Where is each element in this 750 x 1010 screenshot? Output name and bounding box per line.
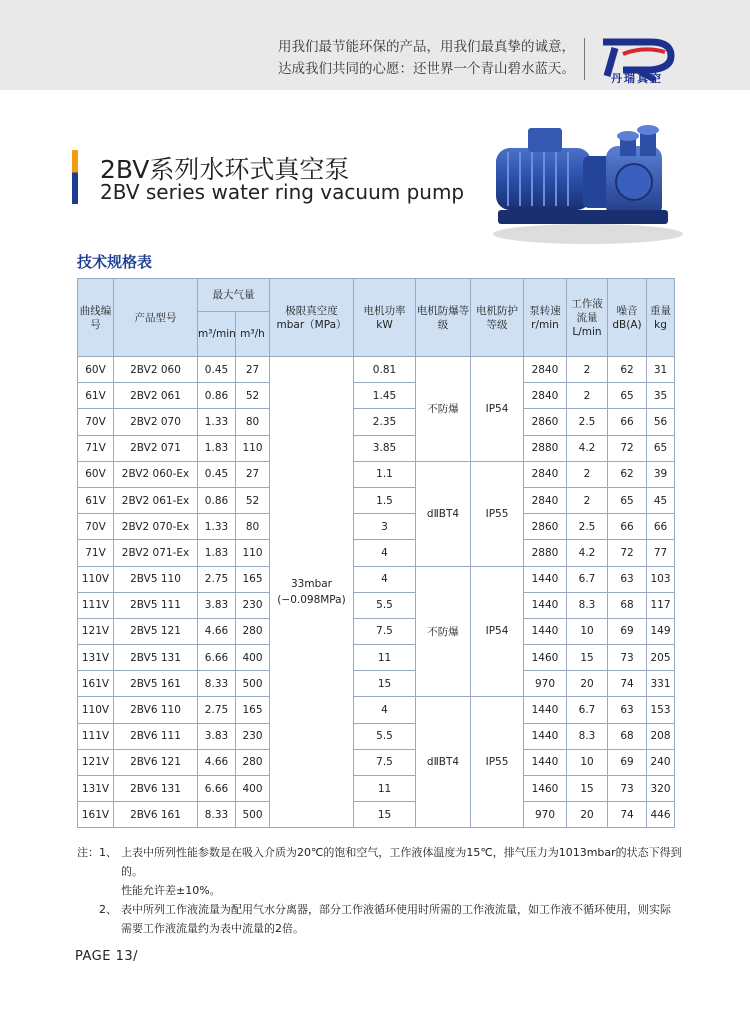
header-water-label: 工作液流量 xyxy=(571,297,603,324)
header-speed-label: 泵转速 xyxy=(529,304,561,317)
table-row xyxy=(78,645,675,671)
cell-weight: 205 xyxy=(647,645,675,671)
cell-power: 7.5 xyxy=(354,618,416,644)
cell-noise: 73 xyxy=(608,645,647,671)
cell-gas-min: 3.83 xyxy=(198,592,236,618)
cell-model: 2BV2 061-Ex xyxy=(114,487,198,513)
cell-power: 15 xyxy=(354,802,416,828)
cell-gas-h: 52 xyxy=(236,383,270,409)
cell-noise: 74 xyxy=(608,671,647,697)
cell-gas-min: 6.66 xyxy=(198,776,236,802)
table-row xyxy=(78,461,675,487)
cell-noise: 66 xyxy=(608,514,647,540)
cell-speed: 2840 xyxy=(524,357,567,383)
note-1-line-1: 上表中所列性能参数是在吸入介质为20℃的饱和空气，工作液体温度为15℃，排气压力为1013mbar的状态下得到的。 xyxy=(121,846,682,878)
cell-power: 5.5 xyxy=(354,723,416,749)
cell-water: 15 xyxy=(567,645,608,671)
cell-explosion: 不防爆 xyxy=(416,566,471,697)
header-weight xyxy=(647,279,675,357)
cell-protection: IP54 xyxy=(471,357,524,462)
cell-gas-min: 0.45 xyxy=(198,357,236,383)
cell-water: 10 xyxy=(567,749,608,775)
header-noise-unit: dB(A) xyxy=(612,318,642,331)
cell-curve: 70V xyxy=(78,409,114,435)
cell-noise: 63 xyxy=(608,566,647,592)
cell-water: 10 xyxy=(567,618,608,644)
cell-noise: 62 xyxy=(608,461,647,487)
page-number: PAGE 13/ xyxy=(75,949,139,964)
vacuum-pump-image xyxy=(478,118,688,248)
cell-curve: 111V xyxy=(78,723,114,749)
cell-model: 2BV2 071-Ex xyxy=(114,540,198,566)
cell-noise: 72 xyxy=(608,435,647,461)
cell-model: 2BV2 060-Ex xyxy=(114,461,198,487)
cell-gas-h: 80 xyxy=(236,514,270,540)
cell-curve: 70V xyxy=(78,514,114,540)
cell-power: 15 xyxy=(354,671,416,697)
cell-weight: 103 xyxy=(647,566,675,592)
cell-power: 4 xyxy=(354,566,416,592)
cell-power: 1.45 xyxy=(354,383,416,409)
cell-gas-min: 1.83 xyxy=(198,540,236,566)
note-2-line-2: 需要工作液流量约为表中流量的2倍。 xyxy=(121,922,304,935)
header-gas-unit-min: m³/min xyxy=(198,312,236,357)
cell-weight: 446 xyxy=(647,802,675,828)
cell-explosion: 不防爆 xyxy=(416,357,471,462)
cell-weight: 39 xyxy=(647,461,675,487)
cell-speed: 970 xyxy=(524,802,567,828)
cell-gas-min: 1.83 xyxy=(198,435,236,461)
cell-gas-h: 165 xyxy=(236,697,270,723)
header-speed-unit: r/min xyxy=(531,318,559,331)
note-spacer xyxy=(77,919,99,938)
header-slogan xyxy=(155,36,575,80)
cell-curve: 71V xyxy=(78,435,114,461)
cell-water: 2 xyxy=(567,357,608,383)
cell-power: 0.81 xyxy=(354,357,416,383)
cell-model: 2BV6 111 xyxy=(114,723,198,749)
note-spacer xyxy=(77,900,99,919)
cell-weight: 117 xyxy=(647,592,675,618)
cell-gas-h: 80 xyxy=(236,409,270,435)
note-1-number: 1、 xyxy=(99,846,117,859)
cell-speed: 1460 xyxy=(524,776,567,802)
cell-water: 6.7 xyxy=(567,566,608,592)
cell-noise: 68 xyxy=(608,723,647,749)
cell-water: 2 xyxy=(567,461,608,487)
spec-table-body xyxy=(78,357,675,828)
cell-water: 4.2 xyxy=(567,435,608,461)
cell-weight: 56 xyxy=(647,409,675,435)
cell-curve: 121V xyxy=(78,618,114,644)
cell-gas-min: 2.75 xyxy=(198,566,236,592)
header-vacuum-unit: mbar（MPa） xyxy=(276,318,347,331)
cell-speed: 1440 xyxy=(524,592,567,618)
header-power-label: 电机功率 xyxy=(363,304,406,317)
page-title-cn: 2BV系列水环式真空泵 xyxy=(100,155,350,184)
page-title-en: 2BV series water ring vacuum pump xyxy=(100,180,465,204)
cell-model: 2BV2 060 xyxy=(114,357,198,383)
cell-model: 2BV6 110 xyxy=(114,697,198,723)
cell-weight: 65 xyxy=(647,435,675,461)
note-1-cont xyxy=(77,881,697,900)
cell-weight: 153 xyxy=(647,697,675,723)
cell-model: 2BV5 161 xyxy=(114,671,198,697)
cell-model: 2BV6 131 xyxy=(114,776,198,802)
cell-gas-h: 27 xyxy=(236,461,270,487)
cell-gas-h: 500 xyxy=(236,671,270,697)
cell-power: 4 xyxy=(354,540,416,566)
cell-speed: 2880 xyxy=(524,540,567,566)
cell-noise: 66 xyxy=(608,409,647,435)
cell-curve: 60V xyxy=(78,461,114,487)
cell-gas-min: 4.66 xyxy=(198,618,236,644)
table-row xyxy=(78,514,675,540)
cell-curve: 60V xyxy=(78,357,114,383)
table-row xyxy=(78,566,675,592)
spec-table xyxy=(77,278,675,828)
note-1 xyxy=(77,843,697,881)
cell-curve: 61V xyxy=(78,383,114,409)
table-row xyxy=(78,618,675,644)
vacuum-value: 33mbar xyxy=(290,578,332,591)
cell-speed: 970 xyxy=(524,671,567,697)
cell-water: 2 xyxy=(567,487,608,513)
cell-curve: 61V xyxy=(78,487,114,513)
header-explosion: 电机防爆等级 xyxy=(416,279,471,357)
cell-model: 2BV5 110 xyxy=(114,566,198,592)
cell-model: 2BV5 111 xyxy=(114,592,198,618)
cell-power: 11 xyxy=(354,776,416,802)
cell-gas-min: 0.86 xyxy=(198,487,236,513)
cell-model: 2BV2 070-Ex xyxy=(114,514,198,540)
cell-speed: 1440 xyxy=(524,697,567,723)
cell-water: 8.3 xyxy=(567,592,608,618)
note-1-line-2: 性能允许差±10%。 xyxy=(121,884,221,897)
cell-weight: 331 xyxy=(647,671,675,697)
cell-weight: 208 xyxy=(647,723,675,749)
cell-noise: 65 xyxy=(608,487,647,513)
header-speed xyxy=(524,279,567,357)
cell-weight: 320 xyxy=(647,776,675,802)
cell-gas-min: 0.45 xyxy=(198,461,236,487)
cell-curve: 131V xyxy=(78,776,114,802)
cell-gas-h: 165 xyxy=(236,566,270,592)
table-row xyxy=(78,723,675,749)
cell-power: 11 xyxy=(354,645,416,671)
cell-power: 1.1 xyxy=(354,461,416,487)
title-accent-bar xyxy=(72,150,78,204)
cell-speed: 2860 xyxy=(524,409,567,435)
cell-curve: 131V xyxy=(78,645,114,671)
cell-water: 6.7 xyxy=(567,697,608,723)
cell-gas-h: 500 xyxy=(236,802,270,828)
cell-speed: 2840 xyxy=(524,487,567,513)
cell-curve: 110V xyxy=(78,697,114,723)
cell-model: 2BV5 131 xyxy=(114,645,198,671)
slogan-line-2: 达成我们共同的心愿：还世界一个青山碧水蓝天。 xyxy=(278,61,575,77)
cell-water: 2.5 xyxy=(567,514,608,540)
cell-vacuum xyxy=(270,357,354,828)
cell-gas-h: 280 xyxy=(236,749,270,775)
cell-gas-h: 230 xyxy=(236,592,270,618)
section-title: 技术规格表 xyxy=(77,253,153,271)
cell-model: 2BV6 121 xyxy=(114,749,198,775)
cell-noise: 73 xyxy=(608,776,647,802)
cell-gas-h: 230 xyxy=(236,723,270,749)
cell-power: 2.35 xyxy=(354,409,416,435)
cell-noise: 63 xyxy=(608,697,647,723)
cell-gas-h: 280 xyxy=(236,618,270,644)
cell-speed: 2840 xyxy=(524,383,567,409)
cell-gas-h: 400 xyxy=(236,645,270,671)
table-row xyxy=(78,592,675,618)
cell-water: 2.5 xyxy=(567,409,608,435)
cell-speed: 2860 xyxy=(524,514,567,540)
table-row xyxy=(78,383,675,409)
header-power xyxy=(354,279,416,357)
note-2 xyxy=(77,900,697,919)
cell-water: 8.3 xyxy=(567,723,608,749)
cell-gas-min: 0.86 xyxy=(198,383,236,409)
cell-speed: 1440 xyxy=(524,566,567,592)
table-row xyxy=(78,357,675,383)
cell-gas-min: 2.75 xyxy=(198,697,236,723)
cell-speed: 1440 xyxy=(524,618,567,644)
notes-prefix: 注： xyxy=(77,846,99,859)
cell-power: 7.5 xyxy=(354,749,416,775)
cell-gas-min: 1.33 xyxy=(198,514,236,540)
cell-speed: 2840 xyxy=(524,461,567,487)
cell-weight: 35 xyxy=(647,383,675,409)
table-row xyxy=(78,671,675,697)
header-vacuum-label: 极限真空度 xyxy=(285,304,338,317)
note-spacer xyxy=(77,881,99,900)
cell-model: 2BV2 071 xyxy=(114,435,198,461)
cell-power: 5.5 xyxy=(354,592,416,618)
cell-speed: 2880 xyxy=(524,435,567,461)
cell-weight: 66 xyxy=(647,514,675,540)
cell-explosion: dⅡBT4 xyxy=(416,461,471,566)
cell-weight: 149 xyxy=(647,618,675,644)
header-max-gas: 最大气量 xyxy=(198,279,270,312)
cell-curve: 161V xyxy=(78,802,114,828)
cell-noise: 72 xyxy=(608,540,647,566)
logo-text: 丹瑞真空 xyxy=(611,72,663,85)
cell-speed: 1440 xyxy=(524,749,567,775)
header-vacuum xyxy=(270,279,354,357)
header-protection: 电机防护等级 xyxy=(471,279,524,357)
table-row xyxy=(78,776,675,802)
cell-power: 4 xyxy=(354,697,416,723)
header-water xyxy=(567,279,608,357)
table-row xyxy=(78,540,675,566)
header-weight-unit: kg xyxy=(654,318,667,331)
cell-gas-min: 8.33 xyxy=(198,802,236,828)
note-2-number: 2、 xyxy=(99,903,117,916)
header-model: 产品型号 xyxy=(114,279,198,357)
header-weight-label: 重量 xyxy=(650,304,671,317)
cell-water: 4.2 xyxy=(567,540,608,566)
cell-noise: 69 xyxy=(608,749,647,775)
cell-water: 20 xyxy=(567,671,608,697)
cell-gas-min: 6.66 xyxy=(198,645,236,671)
cell-noise: 65 xyxy=(608,383,647,409)
cell-weight: 77 xyxy=(647,540,675,566)
cell-water: 20 xyxy=(567,802,608,828)
cell-model: 2BV5 121 xyxy=(114,618,198,644)
cell-curve: 161V xyxy=(78,671,114,697)
header-divider xyxy=(584,38,585,80)
cell-noise: 74 xyxy=(608,802,647,828)
cell-curve: 71V xyxy=(78,540,114,566)
cell-explosion: dⅡBT4 xyxy=(416,697,471,828)
vacuum-value-mpa: (−0.098MPa) xyxy=(277,594,346,607)
table-row xyxy=(78,409,675,435)
header-power-unit: kW xyxy=(376,318,393,331)
cell-gas-min: 8.33 xyxy=(198,671,236,697)
cell-noise: 69 xyxy=(608,618,647,644)
table-row xyxy=(78,487,675,513)
cell-protection: IP54 xyxy=(471,566,524,697)
cell-model: 2BV2 070 xyxy=(114,409,198,435)
cell-power: 3 xyxy=(354,514,416,540)
cell-model: 2BV2 061 xyxy=(114,383,198,409)
table-row xyxy=(78,802,675,828)
cell-gas-h: 52 xyxy=(236,487,270,513)
table-row xyxy=(78,749,675,775)
header-curve: 曲线编号 xyxy=(78,279,114,357)
cell-gas-min: 3.83 xyxy=(198,723,236,749)
cell-weight: 31 xyxy=(647,357,675,383)
cell-gas-min: 4.66 xyxy=(198,749,236,775)
cell-gas-h: 110 xyxy=(236,435,270,461)
cell-model: 2BV6 161 xyxy=(114,802,198,828)
cell-gas-min: 1.33 xyxy=(198,409,236,435)
cell-curve: 121V xyxy=(78,749,114,775)
cell-water: 2 xyxy=(567,383,608,409)
cell-weight: 240 xyxy=(647,749,675,775)
cell-speed: 1440 xyxy=(524,723,567,749)
cell-curve: 110V xyxy=(78,566,114,592)
table-row xyxy=(78,435,675,461)
note-2-line-1: 表中所列工作液流量为配用气水分离器，部分工作液循环使用时所需的工作液流量，如工作液不循环使用，则实际 xyxy=(121,903,671,916)
cell-curve: 111V xyxy=(78,592,114,618)
notes xyxy=(77,843,697,938)
cell-power: 3.85 xyxy=(354,435,416,461)
slogan-line-1: 用我们最节能环保的产品，用我们最真挚的诚意， xyxy=(278,39,575,55)
cell-gas-h: 110 xyxy=(236,540,270,566)
note-spacer xyxy=(99,919,121,938)
note-2-cont xyxy=(77,919,697,938)
cell-weight: 45 xyxy=(647,487,675,513)
header-gas-unit-h: m³/h xyxy=(236,312,270,357)
header-noise-label: 噪音 xyxy=(616,304,638,317)
note-spacer xyxy=(99,881,121,900)
cell-gas-h: 400 xyxy=(236,776,270,802)
header-noise xyxy=(608,279,647,357)
cell-noise: 68 xyxy=(608,592,647,618)
cell-speed: 1460 xyxy=(524,645,567,671)
cell-protection: IP55 xyxy=(471,461,524,566)
cell-power: 1.5 xyxy=(354,487,416,513)
table-row xyxy=(78,697,675,723)
header-water-unit: L/min xyxy=(572,325,602,338)
cell-protection: IP55 xyxy=(471,697,524,828)
cell-noise: 62 xyxy=(608,357,647,383)
cell-gas-h: 27 xyxy=(236,357,270,383)
cell-water: 15 xyxy=(567,776,608,802)
